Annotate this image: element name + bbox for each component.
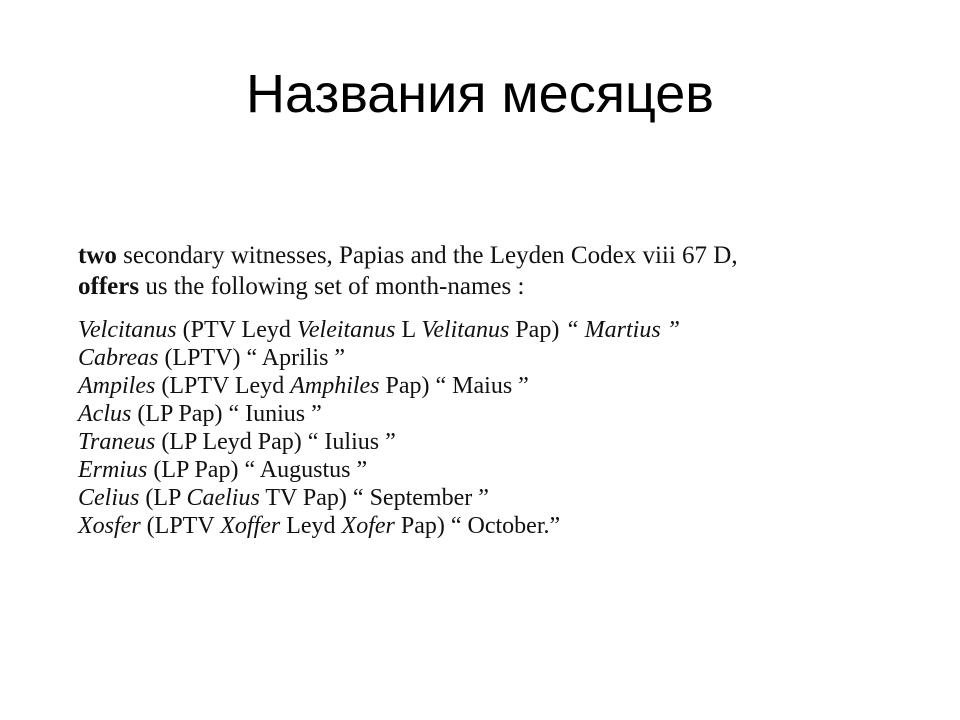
month-row <box>78 344 898 372</box>
sources-text: (LPTV Leyd <box>155 373 291 399</box>
sources-text: (LP Pap) <box>131 401 229 427</box>
etruscan-month-name: Ampiles <box>78 373 156 399</box>
sources-text: Pap) <box>509 317 566 343</box>
latin-month-name: “ Aprilis ” <box>246 345 346 371</box>
month-names-list <box>78 316 898 540</box>
month-row <box>78 484 898 512</box>
sources-text: (LPTV <box>140 513 221 539</box>
latin-month-name: “ October.” <box>450 513 561 539</box>
month-row <box>78 372 898 400</box>
etruscan-month-name: Velcitanus <box>78 317 177 343</box>
variant-spelling: Xofer <box>341 513 395 539</box>
etruscan-month-name: Traneus <box>78 429 156 455</box>
latin-month-name: “ Augustus ” <box>244 457 368 483</box>
latin-month-name: “ Iunius ” <box>228 401 322 427</box>
sources-text: Pap) <box>379 373 436 399</box>
latin-month-name: “ Martius ” <box>565 317 681 343</box>
sources-text: (LPTV) <box>158 345 247 371</box>
sources-text: Leyd <box>280 513 342 539</box>
intro-text: us the following set of month-names : <box>139 273 525 300</box>
sources-text: Pap) <box>394 513 451 539</box>
intro-lead-word: offers <box>78 273 140 300</box>
sources-text: (LP Leyd Pap) <box>155 429 308 455</box>
intro-line <box>78 271 898 302</box>
scanned-text-excerpt <box>78 240 898 540</box>
month-row <box>78 428 898 456</box>
variant-spelling: Veleitanus <box>296 317 396 343</box>
etruscan-month-name: Aclus <box>78 401 132 427</box>
intro-line <box>78 240 898 271</box>
month-row <box>78 456 898 484</box>
month-row <box>78 400 898 428</box>
sources-text: (LP <box>139 485 187 511</box>
variant-spelling: Velitanus <box>421 317 510 343</box>
etruscan-month-name: Xosfer <box>78 513 141 539</box>
latin-month-name: “ September ” <box>352 485 489 511</box>
slide-title: Названия месяцев <box>246 64 714 124</box>
sources-text: TV Pap) <box>259 485 353 511</box>
sources-text: (PTV Leyd <box>176 317 297 343</box>
latin-month-name: “ Maius ” <box>435 373 529 399</box>
sources-text: L <box>395 317 422 343</box>
etruscan-month-name: Ermius <box>78 457 148 483</box>
variant-spelling: Amphiles <box>290 373 380 399</box>
month-row <box>78 316 898 344</box>
etruscan-month-name: Celius <box>78 485 140 511</box>
latin-month-name: “ Iulius ” <box>307 429 396 455</box>
etruscan-month-name: Cabreas <box>78 345 159 371</box>
sources-text: (LP Pap) <box>147 457 245 483</box>
variant-spelling: Caelius <box>186 485 260 511</box>
intro-lead-word: two <box>78 242 117 269</box>
variant-spelling: Xoffer <box>220 513 281 539</box>
intro-text: secondary witnesses, Papias and the Leyden Codex viii 67 D, <box>116 242 738 269</box>
month-row <box>78 512 898 540</box>
